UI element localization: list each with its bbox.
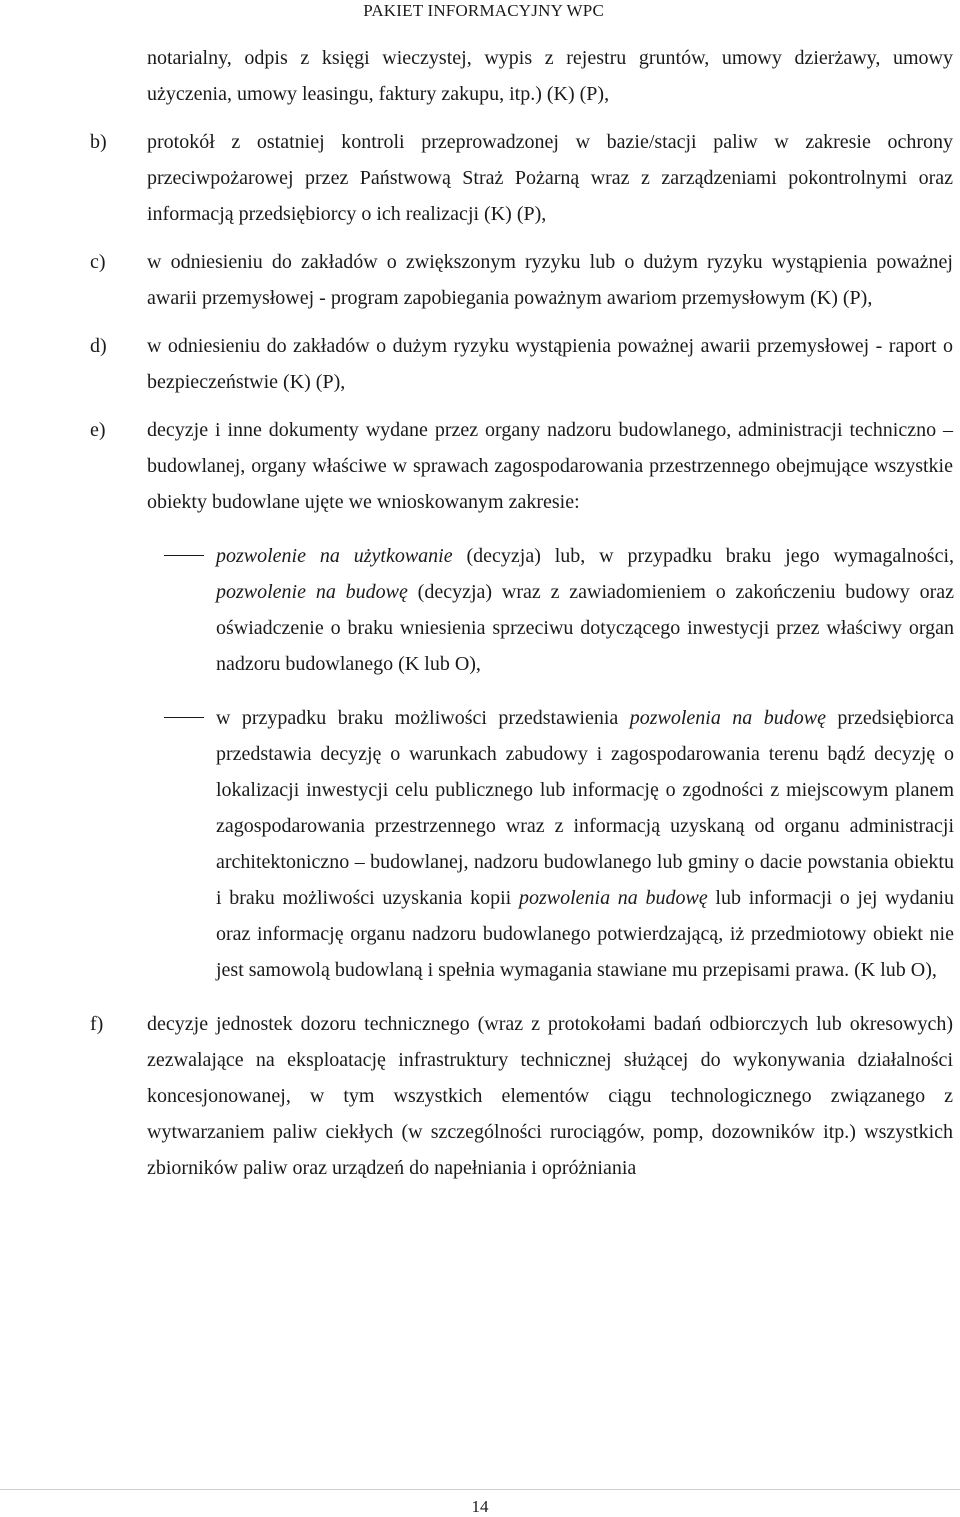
list-item-e [90,412,953,520]
document-body [0,40,960,1186]
sub-item-text: w przypadku braku możliwości przedstawienia [216,707,630,729]
list-item-text: w odniesieniu do zakładów o zwiększonym ryzyku lub o dużym ryzyku wystąpienia poważnej awarii przemysłowej - program zapobiegania poważnym awariom przemysłowym (K) (P), [147,251,953,309]
footer-divider [0,1489,960,1490]
list-item-c [90,244,953,316]
italic-term: pozwolenia na budowę [629,707,826,729]
list-label: c) [90,251,106,273]
italic-term: pozwolenie na użytkowanie [216,545,453,567]
paragraph-intro [147,40,953,112]
list-label: f) [90,1013,104,1035]
sub-item-text: (decyzja) wraz z zawiadomieniem o zakończeniu budowy oraz oświadczenie o braku wniesienia sprzeciwu dotyczącego inwestycji przez właściwy organ nadzoru budowlanego (K lub O), [216,581,954,675]
list-label: d) [90,335,107,357]
italic-term: pozwolenia na budowę [518,887,708,909]
list-item-f [90,1006,953,1186]
paragraph-text: notarialny, odpis z księgi wieczystej, wypis z rejestru gruntów, umowy dzierżawy, umowy użyczenia, umowy leasingu, faktury zakupu, itp.) (K) (P), [147,47,953,105]
list-item-text: protokół z ostatniej kontroli przeprowadzonej w bazie/stacji paliw w zakresie ochrony przeciwpożarowej przez Państwową Straż Pożarną wraz z zarządzeniami pokontrolnymi oraz informacją przedsiębiorcy o ich realizacji (K) (P), [147,131,953,225]
list-item-text: decyzje jednostek dozoru technicznego (wraz z protokołami badań odbiorczych lub okresowych) zezwalające na eksploatację infrastruktury technicznej służącej do wykonywania działalności koncesjonowanej, w tym wszystkich elementów ciągu technologicznego związanego z wytwarzaniem paliw ciekłych (w szczególności rurociągów, pomp, dozowników itp.) wszystkich zbiorników paliw oraz urządzeń do napełniania i opróżniania [147,1013,953,1179]
sub-item-text: przedsiębiorca przedstawia decyzję o warunkach zabudowy i zagospodarowania terenu bądź decyzję o lokalizacji inwestycji celu publicznego lub informację o zgodności z miejscowym planem zagospodarowania przestrzennego wraz z informacją uzyskaną od organu administracji architektoniczno – budowlanej, nadzoru budowlanego lub gminy o dacie powstania obiektu i braku możliwości uzyskania kopii [216,707,954,909]
sub-item-text: lub informacji o jej wydaniu oraz informację organu nadzoru budowlanego potwierdzającą, iż przedmiotowy obiekt nie jest samowolą budowlaną i spełnia wymagania stawiane mu przepisami prawa. (K lub O), [216,887,954,981]
list-label: b) [90,131,107,153]
sub-item-no-permit [216,700,954,988]
list-item-d [90,328,953,400]
list-label: e) [90,419,106,441]
sub-item-permit [216,538,954,682]
sub-item-text: (decyzja) lub, w przypadku braku jego wymagalności, [452,545,955,567]
dash-bullet [164,717,204,718]
page-number: 14 [471,1497,489,1516]
italic-term: pozwolenie na budowę [216,581,408,603]
page-header: PAKIET INFORMACYJNY WPC [363,1,604,20]
list-item-text: w odniesieniu do zakładów o dużym ryzyku wystąpienia poważnej awarii przemysłowej - raport o bezpieczeństwie (K) (P), [147,335,953,393]
dash-bullet [164,555,204,556]
list-item-b [90,124,953,232]
list-item-text: decyzje i inne dokumenty wydane przez organy nadzoru budowlanego, administracji techniczno – budowlanej, organy właściwe w sprawach zagospodarowania przestrzennego obejmujące wszystkie obiekty budowlane ujęte we wnioskowanym zakresie: [147,419,953,513]
